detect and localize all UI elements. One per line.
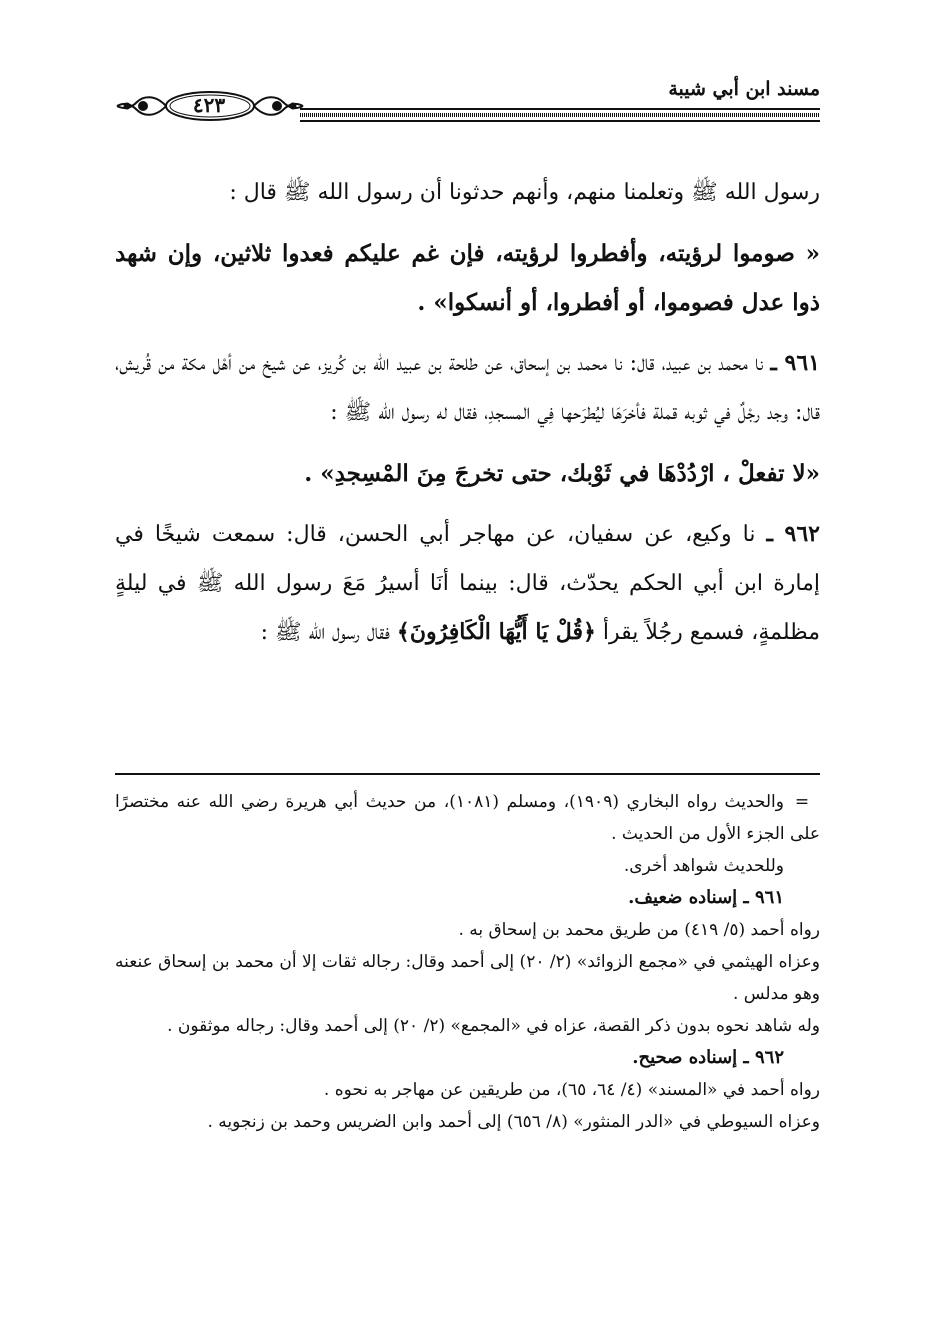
footnote-heading-962: ٩٦٢ ـ إسناده صحيح. bbox=[632, 1047, 784, 1068]
paragraph-continuation: رسول الله ﷺ وتعلمنا منهم، وأنهم حدثونا أن رسول الله ﷺ قال : bbox=[229, 180, 820, 205]
page-number: ٤٢٣ bbox=[192, 93, 226, 117]
running-title: مسند ابن أبي شيبة bbox=[668, 78, 820, 100]
footnote-line: وعزاه السيوطي في «الدر المنثور» (٨/ ٦٥٦) إلى أحمد وابن الضريس وحمد بن زنجويه . bbox=[207, 1112, 820, 1132]
footnote-heading-961: ٩٦١ ـ إسناده ضعيف. bbox=[628, 887, 784, 908]
hadith-text: نا وكيع، عن سفيان، عن مهاجر أبي الحسن، قال: سمعت شيخًا في إمارة ابن أبي الحكم يحدّث، قال: بينما أنَا أسيرُ مَعَ رسول الله ﷺ في ليلةٍ مظلمةٍ، فسمع رجُلاً يقرأ bbox=[115, 522, 820, 645]
hadith-number: ٩٦١ ـ bbox=[770, 350, 820, 376]
footnote-line: رواه أحمد في «المسند» (٤/ ٦٤، ٦٥)، من طريقين عن مهاجر به نحوه . bbox=[323, 1080, 820, 1100]
hadith-number: ٩٦٢ ـ bbox=[766, 521, 820, 547]
continuation-mark: = bbox=[794, 792, 810, 812]
footnote-line: وله شاهد نحوه بدون ذكر القصة، عزاه في «المجمع» (٢/ ٢٠) إلى أحمد وقال: رجاله موثقون . bbox=[167, 1016, 820, 1036]
hadith-961 bbox=[115, 339, 820, 437]
footnote-line: وعزاه الهيثمي في «مجمع الزوائد» (٢/ ٢٠) إلى أحمد وقال: رجاله ثقات إلا أن محمد بن إسحاق عنعنه وهو مدلس . bbox=[115, 952, 820, 1004]
quran-verse: ﴿قُلْ يَا أَيُّهَا الْكَافِرُونَ﴾ bbox=[396, 619, 596, 645]
footnote-line: وللحديث شواهد أخرى. bbox=[623, 856, 784, 876]
hadith-quote: « صوموا لرؤيته، وأفطروا لرؤيته، فإن غم عليكم فعدوا ثلاثين، وإن شهد ذوا عدل فصوموا، أو أفطروا، أو أنسكوا» . bbox=[115, 240, 820, 316]
footnotes bbox=[115, 786, 820, 1138]
hadith-961-quote: «لا تفعلْ ، ارْدُدْهَا في ثَوْبك، حتى تخرجَ مِنَ المْسِجدِ» . bbox=[304, 460, 820, 487]
hadith-text-end: فقال رسول الله ﷺ : bbox=[260, 620, 397, 645]
hadith-text: نا محمد بن عبيد، قال: نا محمد بن إسحاق، عن طلحة بن عبيد الله بن كُريز، عن شيخ من أهْل مكة من قُريش، قال: وجد رجْلٌ في ثوبه قملة فأخرَهَا ليُطرَحها فِي المسجدِ، فقال له رسول الله ﷺ : bbox=[115, 351, 820, 425]
footnote-text: والحديث رواه البخاري (١٩٠٩)، ومسلم (١٠٨١)، من حديث أبي هريرة رضي الله عنه مختصرًا على الجزء الأول من الحديث . bbox=[115, 792, 820, 844]
header-rule bbox=[300, 108, 820, 122]
footnote-continued bbox=[115, 786, 820, 850]
hadith-962 bbox=[115, 510, 820, 657]
footnote-line: رواه أحمد (٥/ ٤١٩) من طريق محمد بن إسحاق به . bbox=[458, 920, 820, 940]
footnote-divider bbox=[115, 773, 820, 775]
main-text bbox=[115, 168, 820, 669]
